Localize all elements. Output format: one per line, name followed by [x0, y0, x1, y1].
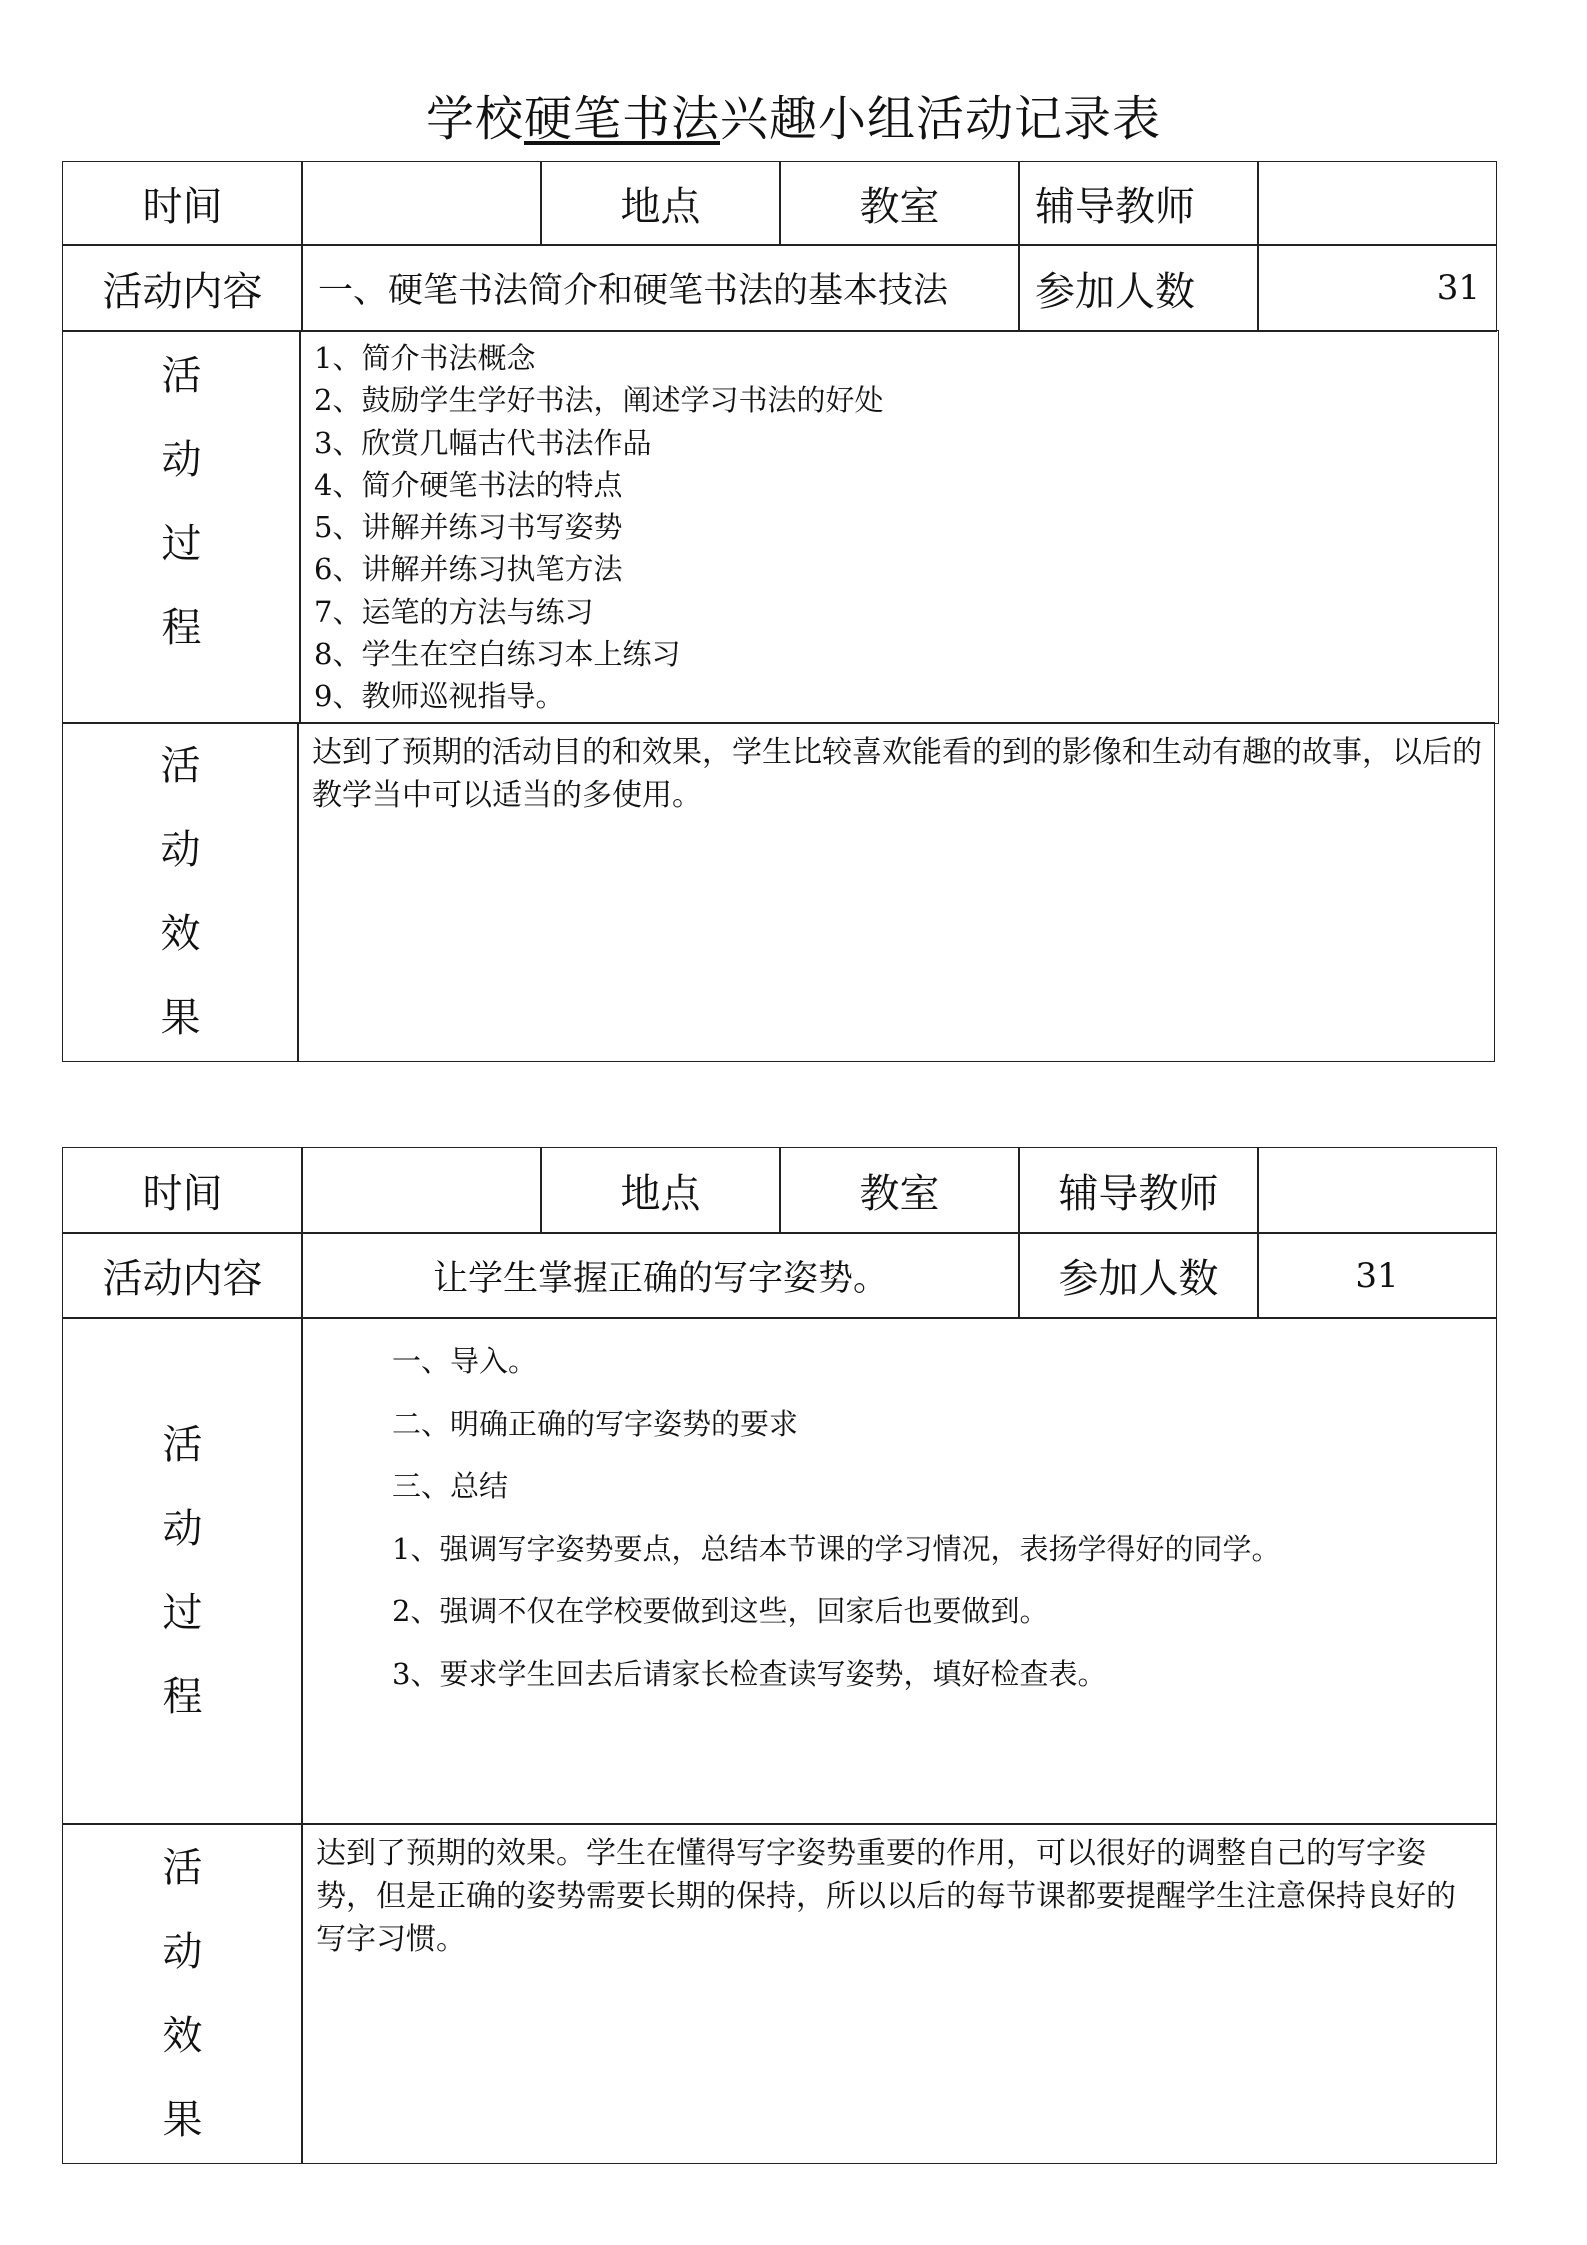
- time-label: 时间: [62, 1147, 303, 1234]
- list-item: 3、欣赏几幅古代书法作品: [314, 425, 652, 460]
- process-list: [301, 1317, 1497, 1825]
- participants-label: 参加人数: [1018, 244, 1259, 332]
- document-title: [0, 80, 1587, 149]
- effect-paragraph: 达到了预期的活动目的和效果，学生比较喜欢能看的到的影像和生动有趣的故事，以后的教学当中可以适当的多使用。: [312, 735, 1482, 813]
- list-item: 1、简介书法概念: [314, 341, 536, 375]
- process-char: 程: [161, 605, 202, 651]
- content-value: 让学生掌握正确的写字姿势。: [301, 1232, 1020, 1319]
- title-prefix: 学校: [425, 91, 524, 147]
- effect-char: 果: [162, 2096, 203, 2143]
- title-underlined: 硬笔书法: [523, 91, 720, 147]
- effect-label: [62, 722, 299, 1062]
- list-item: 一、导入。: [392, 1344, 538, 1378]
- list-item: 1、强调写字姿势要点，总结本节课的学习情况，表扬学得好的同学。: [392, 1531, 1281, 1566]
- list-item: 9、教师巡视指导。: [314, 679, 565, 714]
- list-item: 2、鼓励学生学好书法，阐述学习书法的好处: [314, 383, 884, 418]
- content-value: 一、硬笔书法简介和硬笔书法的基本技法: [301, 244, 1020, 332]
- teacher-label: 辅导教师: [1018, 161, 1259, 246]
- effect-text: [297, 722, 1495, 1062]
- participants-label: 参加人数: [1018, 1232, 1259, 1319]
- process-label: [62, 330, 301, 724]
- effect-char: 效: [162, 2012, 203, 2059]
- time-value: [301, 1147, 542, 1234]
- teacher-value: [1257, 161, 1497, 246]
- time-value: [301, 161, 542, 246]
- list-item: 3、要求学生回去后请家长检查读写姿势，填好检查表。: [392, 1656, 1107, 1691]
- process-label: [62, 1317, 303, 1825]
- time-label: 时间: [62, 161, 303, 246]
- content-label: 活动内容: [62, 1232, 303, 1319]
- process-char: 动: [161, 437, 202, 483]
- place-label: 地点: [540, 161, 781, 246]
- process-char: 过: [162, 1590, 203, 1636]
- process-char: 动: [162, 1506, 203, 1552]
- effect-char: 果: [160, 995, 201, 1041]
- list-item: 4、简介硬笔书法的特点: [314, 467, 623, 502]
- effect-char: 活: [162, 1844, 203, 1891]
- list-item: 7、运笔的方法与练习: [314, 594, 594, 629]
- participants-value: 31: [1257, 1232, 1497, 1319]
- place-value: 教室: [779, 161, 1020, 246]
- effect-char: 效: [160, 911, 201, 957]
- effect-label: [62, 1823, 303, 2164]
- process-char: 活: [162, 1422, 203, 1468]
- list-item: 二、明确正确的写字姿势的要求: [392, 1406, 799, 1441]
- list-item: 5、讲解并练习书写姿势: [314, 510, 623, 545]
- list-item: 6、讲解并练习执笔方法: [314, 552, 623, 587]
- participants-value: 31: [1257, 244, 1497, 332]
- list-item: 8、学生在空白练习本上练习: [314, 637, 681, 672]
- process-char: 程: [162, 1674, 203, 1720]
- effect-text: [301, 1823, 1497, 2164]
- teacher-value: [1257, 1147, 1497, 1234]
- teacher-label: 辅导教师: [1018, 1147, 1259, 1234]
- effect-char: 动: [162, 1928, 203, 1975]
- process-char: 活: [161, 353, 202, 399]
- content-label: 活动内容: [62, 244, 303, 332]
- process-list: [299, 330, 1499, 724]
- effect-char: 活: [160, 743, 201, 789]
- list-item: 三、总结: [392, 1469, 509, 1503]
- effect-paragraph: 达到了预期的效果。学生在懂得写字姿势重要的作用，可以很好的调整自己的写字姿势，但是正确的姿势需要长期的保持，所以以后的每节课都要提醒学生注意保持良好的写字习惯。: [316, 1836, 1456, 1957]
- place-label: 地点: [540, 1147, 781, 1234]
- title-suffix: 兴趣小组活动记录表: [720, 91, 1162, 147]
- process-char: 过: [161, 521, 202, 567]
- list-item: 2、强调不仅在学校要做到这些，回家后也要做到。: [392, 1594, 1049, 1628]
- effect-char: 动: [160, 827, 201, 873]
- place-value: 教室: [779, 1147, 1020, 1234]
